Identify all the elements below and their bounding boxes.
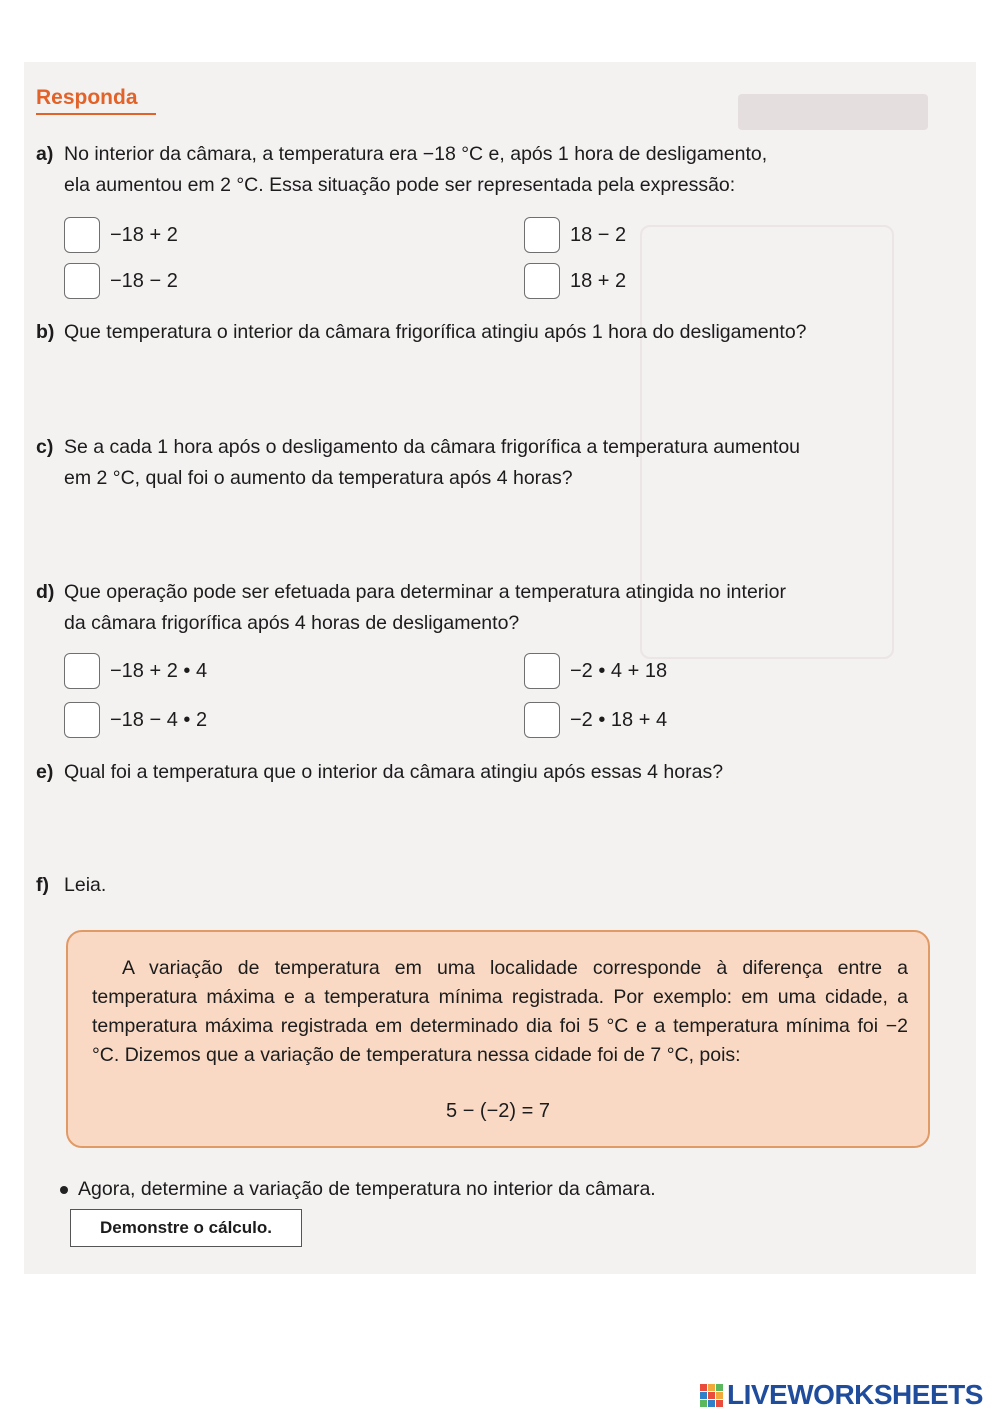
question-text: Que temperatura o interior da câmara frigorífica atingiu após 1 hora do desligamento? <box>64 321 807 343</box>
question-b <box>36 317 807 348</box>
question-c <box>36 432 800 494</box>
option-a-1[interactable] <box>64 217 178 253</box>
bleed-through-tab <box>738 94 928 130</box>
question-label: f) <box>36 874 49 896</box>
question-e <box>36 757 723 788</box>
section-heading: Responda <box>36 86 138 109</box>
checkbox[interactable] <box>64 702 100 738</box>
reading-equation: 5 − (−2) = 7 <box>446 1100 550 1122</box>
question-text: No interior da câmara, a temperatura era −18 °C e, após 1 hora de desligamento, <box>64 143 768 165</box>
checkbox[interactable] <box>64 653 100 689</box>
reading-box <box>66 930 930 1148</box>
question-d <box>36 577 786 639</box>
option-text: 18 − 2 <box>570 223 627 246</box>
option-d-3[interactable] <box>64 702 207 738</box>
instruction-bullet <box>60 1178 656 1201</box>
option-text: −18 − 2 <box>110 269 178 292</box>
heading-underline <box>36 113 156 115</box>
question-label: e) <box>36 761 54 783</box>
question-label: a) <box>36 143 54 165</box>
option-text: −18 + 2 <box>110 223 178 246</box>
question-a <box>36 139 767 201</box>
option-text: 18 + 2 <box>570 269 627 292</box>
footer-logo <box>700 1379 983 1411</box>
option-text: −2 • 18 + 4 <box>570 708 668 731</box>
reading-text: A variação de temperatura em uma localidade corresponde à diferença entre a temperatura máxima e a temperatura mínima registrada. Por exemplo: em uma cidade, a temperatura máxima registrada em determinado dia foi 5 °C e a temperatura mínima foi −2 °C. Dizemos que a variação de temperatura nessa cidade foi de 7 °C, pois: <box>92 957 908 1066</box>
option-d-2[interactable] <box>524 653 667 689</box>
question-text: da câmara frigorífica após 4 horas de desligamento? <box>64 612 520 634</box>
option-d-4[interactable] <box>524 702 667 738</box>
checkbox[interactable] <box>524 653 560 689</box>
option-text: −18 + 2 • 4 <box>110 659 208 682</box>
checkbox[interactable] <box>64 263 100 299</box>
option-text: −2 • 4 + 18 <box>570 659 668 682</box>
question-text: Qual foi a temperatura que o interior da câmara atingiu após essas 4 horas? <box>64 761 724 783</box>
question-label: c) <box>36 436 54 458</box>
question-text: Que operação pode ser efetuada para determinar a temperatura atingida no interior <box>64 581 786 603</box>
bullet-icon <box>60 1186 68 1194</box>
checkbox[interactable] <box>524 263 560 299</box>
checkbox[interactable] <box>64 217 100 253</box>
question-label: b) <box>36 321 55 343</box>
question-text: em 2 °C, qual foi o aumento da temperatura após 4 horas? <box>64 467 573 489</box>
liveworksheets-logo-icon <box>700 1384 723 1407</box>
brand-name: LIVEWORKSHEETS <box>727 1379 983 1410</box>
checkbox[interactable] <box>524 217 560 253</box>
option-a-2[interactable] <box>524 217 626 253</box>
question-f <box>36 870 106 901</box>
option-a-3[interactable] <box>64 263 178 299</box>
show-calculation-button[interactable]: Demonstre o cálculo. <box>70 1209 302 1247</box>
question-text: Se a cada 1 hora após o desligamento da câmara frigorífica a temperatura aumentou <box>64 436 801 458</box>
question-label: d) <box>36 581 55 603</box>
option-text: −18 − 4 • 2 <box>110 708 208 731</box>
question-text: Leia. <box>64 874 107 896</box>
checkbox[interactable] <box>524 702 560 738</box>
option-a-4[interactable] <box>524 263 626 299</box>
option-d-1[interactable] <box>64 653 207 689</box>
instruction-text: Agora, determine a variação de temperatura no interior da câmara. <box>78 1178 656 1200</box>
question-text: ela aumentou em 2 °C. Essa situação pode ser representada pela expressão: <box>64 174 736 196</box>
